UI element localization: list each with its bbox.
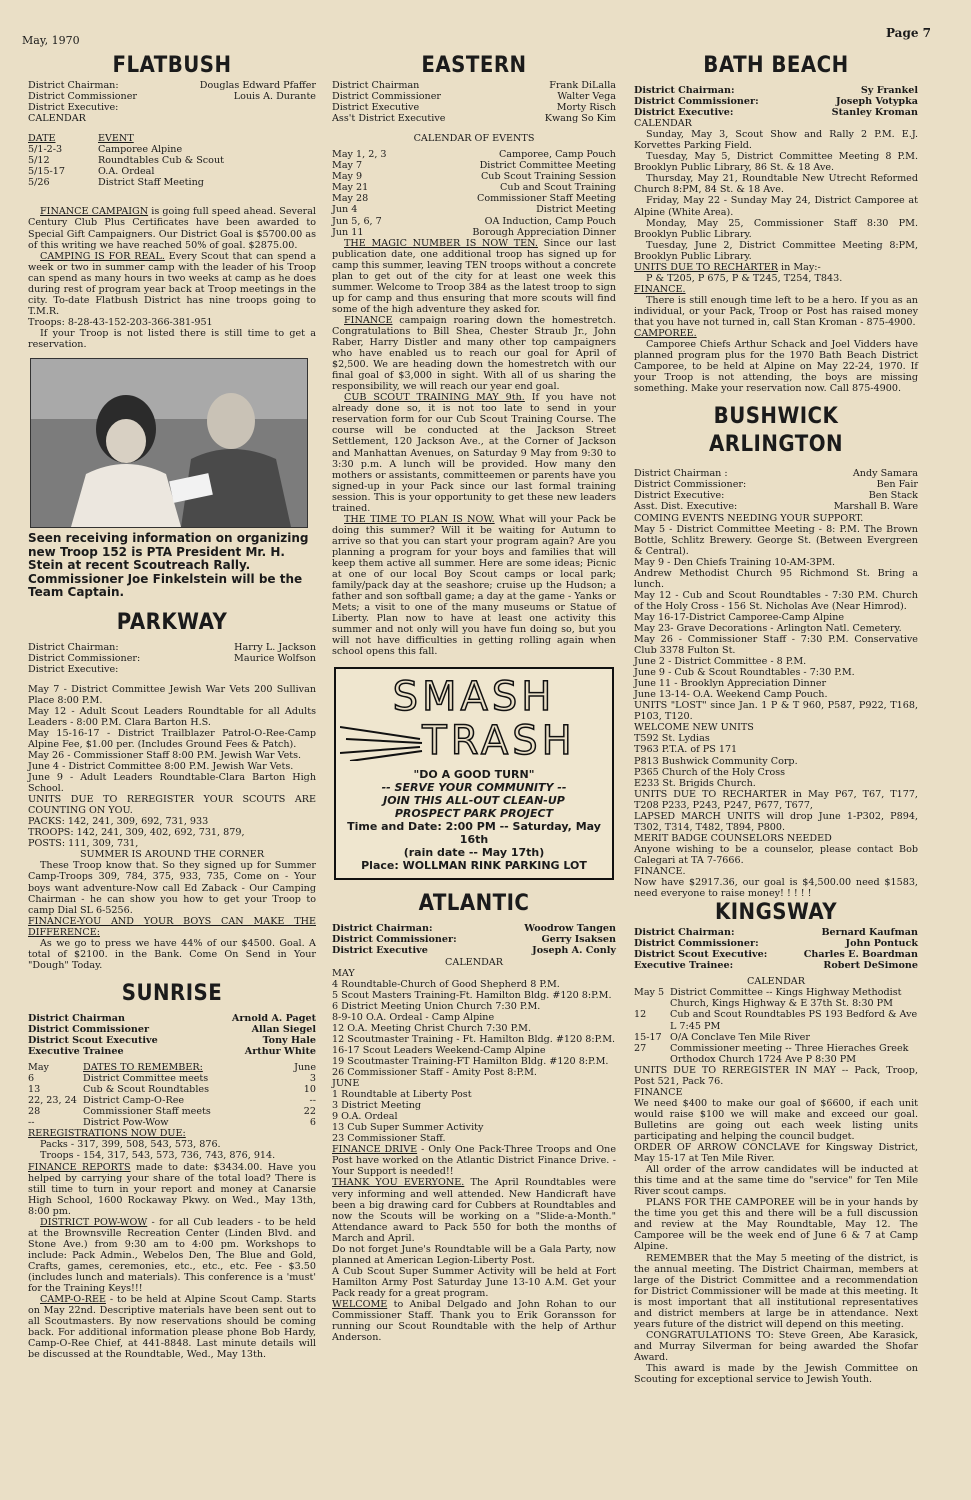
parkway-finance-head: FINANCE-YOU AND YOUR BOYS CAN MAKE THE DIFFERENCE:: [28, 915, 316, 938]
sunrise-camporee: CAMP-O-REE - to be held at Alpine Scout Camp. Starts on May 22nd. Descriptive materials have been sent out to all Scoutmasters. By now reservations should be coming back. For additional information please phone Bob Hardy, Camp-O-Ree Chief, at 441-8848. Last minute details will be discussed at the Roundtable, Wed., May 13th.: [28, 1294, 316, 1361]
atlantic-item: 26 Commissioner Staff - Amity Post 8:P.M.: [332, 1067, 537, 1078]
kingsway-award: This award is made by the Jewish Committee on Scouting for exceptional service to Jewish Youth.: [634, 1362, 918, 1386]
kingsway-order: ORDER OF ARROW CONCLAVE for Kingsway District, May 15-17 at Ten Mile River.: [634, 1142, 918, 1165]
bath-beach-item: Tuesday, May 5, District Committee Meeting 8 P.M. Brooklyn Public Library, 86 St. & 18 Ave.: [634, 151, 918, 174]
parkway-troops: TROOPS: 142, 241, 309, 402, 692, 731, 879,: [28, 827, 245, 839]
bath-beach-item: Friday, May 22 - Sunday May 24, District Camporee at Alpine (White Area).: [634, 195, 918, 218]
officer-row: Ass't District Executive Kwang So Kim: [332, 113, 616, 125]
sunrise-powwow: DISTRICT POW-WOW - for all Cub leaders - to be held at the Brownsville Recreation Center (Linden Blvd. and Stone Ave.) from 9:30 am to 4:00 pm. Workshops to include: Pack Admin., Webelos Den, The Blue and Gold, Crafts, games, ceremonies, etc., etc., etc. Fee - $3.50 (includes lunch and materials). This conference is a 'must' for the Training Keys!!!: [28, 1216, 317, 1295]
officer-row: District Chairman: Bernard Kaufman: [634, 927, 918, 939]
atlantic-item: 1 Roundtable at Liberty Post: [332, 1089, 472, 1101]
bushwick-item: May 12 - Cub and Scout Roundtables - 7:30 P.M. Church of the Holy Cross - 156 St. Nicholas Ave (Near Himrod).: [634, 589, 918, 612]
parkway-summer-head: SUMMER IS AROUND THE CORNER: [79, 849, 265, 861]
bushwick-new-unit: T963 P.T.A. of PS 171: [634, 744, 738, 756]
officer-row: District Scout Executive Tony Hale: [28, 1034, 316, 1046]
sunrise-rereg-head: REREGISTRATIONS NOW DUE:: [28, 1128, 186, 1140]
sunrise-packs: Packs - 317, 399, 508, 543, 573, 876.: [40, 1139, 221, 1151]
bushwick-item: May 9 - Den Chiefs Training 10-AM-3PM.: [634, 556, 836, 568]
bushwick-item: May 23- Grave Decorations - Arlington Natl. Cemetery.: [634, 622, 902, 634]
atlantic-item: 6 District Meeting Union Church 7:30 P.M.: [332, 1000, 541, 1012]
sunrise-finance: FINANCE REPORTS made to date: $3434.00. Have you helped by carrying your share of the total load? There is still time to turn in your report and money at Canarsie High School, 1600 Rockaway Pkwy. on Wed., May 13th, 8:00 pm.: [28, 1161, 316, 1217]
ad-trash-row: [344, 719, 604, 763]
atlantic-thanks: THANK YOU EVERYONE. The April Roundtables were very informing and well attended. New Handicraft have been a big drawing card for Cubbers at Roundtables and now the Scouts will be working on a "Slide-a-Month." Attendance award to Pack 550 for both the months of March and April.: [332, 1177, 616, 1244]
motion-lines-icon: [340, 721, 430, 761]
bath-beach-finance-text: There is still enough time left to be a hero. If you as an individual, or your Pack, Troop or Post has raised money that you have not turned in, call Stan Kroman - 875-4900.: [634, 294, 918, 328]
officer-row: District Chairman Frank DiLalla: [332, 80, 616, 91]
parkway-summer-text: These Troop know that. So they signed up for Summer Camp-Troops 309, 784, 375, 933, 735, Come on - Your boys want adventure-Now call Ed Zaback - Our Camping Chairman - he can show you how to get your Troop to camp Dial SL 6-5256.: [28, 860, 316, 916]
atlantic-calendar-label: CALENDAR: [445, 956, 503, 968]
ad-title-trash: TRASH: [422, 718, 576, 765]
sunrise-heading: SUNRISE: [121, 980, 223, 1006]
officer-row: District Commissioner: John Pontuck: [634, 938, 918, 950]
bushwick-item: May 5 - District Committee Meeting - 8: P.M. The Brown Bottle, Schlitz Brewery. George St. (Between Evergreen & Central).: [634, 523, 918, 557]
kingsway-calendar: May 5 District Committee -- Kings Highway Methodist Church, Kings Highway & E 37th St. 8:30 PM 12 Cub and Scout Roundtables PS 193 Bedford & Ave L 7:45 PM 15-17 O/A Conclave Ten Mile River 27 Commissioner meeting -- Three Hieraches Greek Orthodox Church 1724 Ave P 8:30 PM: [634, 987, 918, 1065]
flatbush-calendar-label: CALENDAR: [28, 113, 86, 125]
bushwick-welcome-head: WELCOME NEW UNITS: [634, 722, 754, 734]
flatbush-finance: FINANCE CAMPAIGN is going full speed ahead. Several Century Club Plus Certificates have been awarded to Special Gift Campaigners. Our District Goal is $5700.00 as of this writing we have reached 50% of goal. $2875.00.: [28, 206, 316, 251]
kingsway-calendar-label: CALENDAR: [747, 976, 805, 988]
date-header: DATE: [28, 133, 56, 145]
kingsway-congrats: CONGRATULATIONS TO: Steve Green, Abe Karasick, and Murray Silverman for being awarded the Shofar Award.: [634, 1329, 918, 1363]
bath-beach-calendar-label: CALENDAR: [634, 118, 692, 130]
bushwick-item: June 9 - Cub & Scout Roundtables - 7:30 P.M.: [634, 667, 855, 679]
bath-beach-camporee-text: Camporee Chiefs Arthur Schack and Joel Vidders have planned program plus for the 1970 Bath Beach District Camporee, to be held at Alpine on May 22-24, 1970. If your Troop is not attending, the boys are missing something. Make your reservation now. Call 875-4900.: [634, 339, 918, 395]
officer-row: District Commissioner: Joseph Votypka: [634, 96, 918, 108]
atlantic-welcome: WELCOME to Anibal Delgado and John Rohan to our Commissioner Staff. Thank you to Erik Goransson for running our Scout Roundtable with the help of Arthur Anderson.: [332, 1298, 616, 1344]
column-right: [634, 52, 918, 1385]
photo-image: [31, 359, 307, 527]
officer-row: District Commissioner: Ben Fair: [634, 479, 918, 491]
eastern-plan: THE TIME TO PLAN IS NOW. What will your Pack be doing this summer? Will it be waiting for Autumn to arrive so that you can start your program again? Are you planning a program for your boys and families that will keep them active all summer. Here are some ideas; Picnic at one of our local Boy Scout camps or local park; family/pack day at the seashore; cruise up the Hudson; a father and son softball game; a day at the game - Yanks or Mets; a visit to one of the many museums or Statue of Liberty. Plan now to have at least one activity this summer and not only will you have fun doing so, but you will not have difficulties in getting rolling again when school opens this fall.: [332, 513, 616, 658]
atlantic-item: 3 District Meeting: [332, 1100, 422, 1112]
eastern-calendar: May 1, 2, 3 Camporee, Camp Pouch May 7 District Committee Meeting May 9 Cub Scout Training Session May 21 Cub and Scout Training May 28 Commissioner Staff Meeting Jun 4 District Meeting Jun 5, 6, 7 OA Induction, Camp Pouch Jun 11 Borough Appreciation Dinner: [332, 149, 616, 238]
bushwick-lost: UNITS "LOST" since Jan. 1 P & T 960, P587, P922, T168, P103, T120.: [634, 700, 918, 723]
bushwick-heading: BUSHWICK ARLINGTON: [709, 404, 843, 458]
bushwick-merit-text: Anyone wishing to be a counselor, please contact Bob Calegari at TA 7-7666.: [634, 843, 918, 866]
bath-beach-finance-head: FINANCE.: [634, 283, 686, 295]
parkway-heading: PARKWAY: [116, 609, 228, 635]
officer-row: District Commissioner: Gerry Isaksen: [332, 934, 616, 946]
parkway-item: May 7 - District Committee Jewish War Vets 200 Sullivan Place 8:00 P.M.: [28, 683, 316, 706]
parkway-item: May 26 - Commissioner Staff 8:00 P.M. Jewish War Vets.: [28, 749, 302, 761]
bushwick-item: June 2 - District Committee - 8 P.M.: [634, 656, 807, 668]
parkway-posts: POSTS: 111, 309, 731,: [28, 838, 139, 850]
parkway-item: May 15-16-17 - District Trailblazer Patrol-O-Ree-Camp Alpine Fee, $1.00 per. (Includes Ground Fees & Patch).: [28, 727, 316, 750]
atlantic-gala: Do not forget June's Roundtable will be a Gala Party, now planned at American Legion-Liberty Post.: [332, 1243, 616, 1266]
atlantic-item: 13 Cub Super Summer Activity: [332, 1122, 484, 1134]
parkway-finance-text: As we go to press we have 44% of our $4500. Goal. A total of $2100. in the Bank. Come On Send in Your "Dough" Today.: [28, 937, 316, 971]
eastern-heading: EASTERN: [421, 53, 527, 78]
flatbush-officers: [28, 80, 316, 113]
atlantic-finance: FINANCE DRIVE - Only One Pack-Three Troops and One Post have worked on the Atlantic District Finance Drive. - Your Support is needed!!: [332, 1144, 616, 1178]
parkway-item: May 12 - Adult Scout Leaders Roundtable for all Adults Leaders - 8:00 P.M. Clara Barton H.S.: [28, 705, 316, 728]
officer-row: District Commissioner: Maurice Wolfson: [28, 652, 316, 664]
bushwick-new-unit: E233 St. Brigids Church.: [634, 777, 756, 789]
officer-row: District Scout Executive: Charles E. Boardman: [634, 949, 918, 961]
bath-beach-item: Sunday, May 3, Scout Show and Rally 2 P.M. E.J. Korvettes Parking Field.: [634, 129, 918, 152]
news-photo: [30, 358, 308, 528]
officer-row: District Chairman Arnold A. Paget: [28, 1012, 316, 1024]
flatbush-schedule: DATE EVENT 5/1-2-3 Camporee Alpine 5/12 Roundtables Cub & Scout 5/15-17 O.A. Ordeal 5/26 District Staff Meeting: [28, 133, 316, 188]
bushwick-finance-text: Now have $2917.36, our goal is $4,500.00 need $1583, need everyone to raise money! ! ! ! !: [634, 877, 918, 900]
officer-row: District Executive Joseph A. Conly: [332, 945, 616, 957]
parkway-item: June 4 - District Committee 8:00 P.M. Jewish War Vets.: [28, 761, 294, 772]
atlantic-item: 12 Scoutmaster Training - Ft. Hamilton Bldg. #120 8:P.M.: [332, 1033, 616, 1045]
kingsway-remember: REMEMBER that the May 5 meeting of the district, is the annual meeting. The District Chairman, members at large of the District Committee and a recommendation for District Commissioner will be made at this meeting. It is most important that all institutional representatives and district members at large be in attendance. Next years future of the district will depend on this meeting.: [634, 1252, 918, 1330]
bath-beach-units: UNITS DUE TO RECHARTER in May:-: [634, 261, 821, 273]
atlantic-item: 19 Scoutmaster Training-FT Hamilton Bldg. #120 8:P.M.: [332, 1055, 609, 1067]
bath-beach-item: Tuesday, June 2, District Committee Meeting 8:PM, Brooklyn Public Library.: [634, 239, 918, 262]
bushwick-finance-head: FINANCE.: [634, 866, 686, 877]
parkway-packs: PACKS: 142, 241, 309, 692, 731, 933: [28, 816, 209, 828]
atlantic-item: 23 Commissioner Staff.: [332, 1133, 446, 1145]
officer-row: District Executive: Ben Stack: [634, 490, 918, 502]
bath-beach-camporee-head: CAMPOREE.: [634, 328, 697, 340]
bushwick-new-unit: P365 Church of the Holy Cross: [634, 766, 786, 778]
photo-caption: Seen receiving information on organizing new Troop 152 is PTA President Mr. H. Stein at recent Scoutreach Rally. Commissioner Joe Finkelstein will be the Team Captain.: [28, 531, 309, 600]
flatbush-troops: Troops: 8-28-43-152-203-366-381-951: [28, 316, 213, 328]
officer-row: Executive Trainee Arthur White: [28, 1046, 316, 1058]
kingsway-finance-text: We need $400 to make our goal of $6600, if each unit would raise $100 we will make and exceed our goal. Bulletins are going out each week listing units participating and helping the council budget.: [634, 1097, 918, 1142]
header-date: May, 1970: [22, 34, 80, 47]
sunrise-dates-table: May DATES TO REMEMBER: June 6 District Committee meets 3 13 Cub & Scout Roundtables 10 22, 23, 24 District Camp-O-Ree -- 28 Commissioner Staff meets 22 -- District Pow-Wow 6: [28, 1062, 316, 1129]
officer-row: District Chairman: Woodrow Tangen: [332, 923, 616, 935]
bushwick-item: June 13-14- O.A. Weekend Camp Pouch.: [634, 689, 828, 701]
smash-trash-ad: SMASH TRASH "DO A GOOD TURN" -- SERVE YOUR COMMUNITY -- JOIN THIS ALL-OUT CLEAN-UP PROSPECT PARK PROJECT Time and Date: 2:00 PM -- Saturday, May 16th (rain date -- May 17th) Place: WOLLMAN RINK PARKING LOT: [334, 667, 614, 880]
atlantic-item: 9 O.A. Ordeal: [332, 1111, 398, 1123]
atlantic-heading: ATLANTIC: [418, 891, 530, 917]
eastern-training: CUB SCOUT TRAINING MAY 9th. If you have not already done so, it is not too late to send in your reservation form for our Cub Scout Training Course. The course will be conducted at the Jackson Street Settlement, 120 Jackson Ave., at the Corner of Jackson and Manhattan Avenues, on Saturday 9 May from 9:30 to 3:30 p.m. A lunch will be provided. How many den mothers or assistants, committeemen or parents have you signed-up in your Pack since our last formal training session. This is your opportunity to get these new leaders trained.: [332, 392, 616, 514]
bath-beach-units-list: P & T205, P 675, P & T245, T254, T843.: [646, 272, 843, 284]
officer-row: District Chairman: Douglas Edward Pfaffer: [28, 80, 316, 91]
officer-row: Executive Trainee: Robert DeSimone: [634, 960, 918, 972]
officer-row: District Chairman: Harry L. Jackson: [28, 641, 316, 653]
atlantic-item: 8-9-10 O.A. Ordeal - Camp Alpine: [332, 1011, 495, 1023]
event-header: EVENT: [98, 133, 134, 145]
flatbush-heading: FLATBUSH: [112, 53, 232, 78]
atlantic-item: 4 Roundtable-Church of Good Shepherd 8 P.M.: [332, 978, 560, 990]
sunrise-troops: Troops - 154, 317, 543, 573, 736, 743, 876, 914.: [40, 1150, 276, 1162]
bushwick-item: Andrew Methodist Church 95 Richmond St. Bring a lunch.: [634, 567, 918, 590]
atlantic-item: 12 O.A. Meeting Christ Church 7:30 P.M.: [332, 1022, 532, 1034]
kingsway-order2: All order of the arrow candidates will be inducted at this time and at the same time do "service" for Ten Mile River scout camps.: [634, 1164, 918, 1198]
bath-beach-item: Monday, May 25, Commissioner Staff 8:30 PM. Brooklyn Public Library.: [634, 217, 918, 240]
parkway-item: June 9 - Adult Leaders Roundtable-Clara Barton High School.: [28, 772, 316, 795]
officer-row: District Chairman: Sy Frankel: [634, 85, 918, 96]
bushwick-item: May 26 - Commissioner Staff - 7:30 P.M. Conservative Club 3378 Fulton St.: [634, 634, 918, 657]
officer-row: District Commissioner Allan Siegel: [28, 1023, 316, 1035]
bushwick-coming-head: COMING EVENTS NEEDING YOUR SUPPORT.: [634, 512, 864, 524]
column-center: EASTERN District Chairman Frank DiLalla District Commissioner Walter Vega District Executive Morty Risch Ass't District Executive Kwang So Kim CALENDAR OF EVENTS May 1, 2, 3 Camporee, Camp Pouch May 7 District Committee Meeting May 9 Cub Scout Training Session May 21 Cub and Scout Training May 28 Commissioner Staff Meeting Jun 4 District Meeting Jun 5, 6, 7 OA Induction, Camp Pouch Jun 11 Borough Appreciation Dinner THE MAGIC NUMBER IS NOW TEN. Since our last publication date, one additional troop has signed up for camp this summer, leaving TEN troops without a concrete plan to get out of the city for at least one week this summer. Welcome to Troop 384 as the latest troop to sign up for camp and thus ensuring that more scouts will find some of the high adventure they asked for. FINANCE campaign roaring down the homestretch. Congratulations to Bill Shea, Chester Straub Jr., John Raber, Harry Distler and many other top campaigners who have enabled us to reach our goal for April of $2,500. We are heading down the homestretch with our final goal of $3,000 in sight. With all of us sharing the responsibility, we will reach our year end goal. CUB SCOUT TRAINING MAY 9th. If you have not already done so, it is not too late to send in your reservation form for our Cub Scout Training Course. The course will be conducted at the Jackson Street Settlement, 120 Jackson Ave., at the Corner of Jackson and Manhattan Avenues, on Saturday 9 May from 9:30 to 3:30 p.m. A lunch will be provided. How many den mothers or assistants, committeemen or parents have you signed-up in your Pack since our last formal training session. This is your opportunity to get these new leaders trained. THE TIME TO PLAN IS NOW. What will your Pack be doing this summer? Will it be waiting for Autumn to arrive so that you can start your program again? Are you planning a program for your boys and families that will keep them active all summer. Here are some ideas; Picnic at one of our local Boy Scout camps or local park; family/pack day at the seashore; cruise up the Hudson; a father and son softball game; a day at the game - Yanks or Mets; a visit to one of the many museums or Statue of Liberty. Plan now to have at least one activity this summer and not only will you have fun doing so, but you will not have difficulties in getting rolling again when school opens this fall. SMASH TRASH "DO A GOOD TURN" -- SERVE YOUR COMMUNITY -- JOIN THIS ALL-OUT CLEAN-UP PROSPECT PARK PROJECT Time and Date: 2:00 PM -- Saturday, May 16th (rain date -- May 17th) Place: WOLLMAN RINK PARKING LOT ATLANTIC District Chairman: Woodrow Tangen District Commissioner: Gerry Isaksen District Executive Joseph A. Conly CALENDAR MAY 4 Roundtable-Church of Good Shepherd 8 P.M. 5 Scout Masters Training-Ft. Hamilton Bldg. #120 8:P.M. 6 District Meeting Union Church 7:30 P.M. 8-9-10 O.A. Ordeal - Camp Alpine 12 O.A. Meeting Christ Church 7:30 P.M. 12 Scoutmaster Training - Ft. Hamilton Bldg. #120 8:P.M. 16-17 Scout Leaders Weekend-Camp Alpine 19 Scoutmaster Training-FT Hamilton Bldg. #120 8:P.M. 26 Commissioner Staff - Amity Post 8:P.M. JUNE 1 Roundtable at Liberty Post 3 District Meeting 9 O.A. Ordeal 13 Cub Super Summer Activity 23 Commissioner Staff. FINANCE DRIVE - Only One Pack-Three Troops and One Post have worked on the Atlantic District Finance Drive. - Your Support is needed!! THANK YOU EVERYONE. The April Roundtables were very informing and well attended. New Handicraft have been a big drawing card for Cubbers at Roundtables and now the Scouts will be working on a "Slide-a-Month." Attendance award to Pack 550 for both the months of March and April. Do not forget June's Roundtable will be a Gala Party, now planned at American Legion-Liberty Post. A Cub Scout Super Summer Activity will be held at Fort Hamilton Army Post Saturday June 13-10 A.M. Get your Pack ready for a great program. WELCOME to Anibal Delgado and John Rohan to our Commissioner Staff. Thank you to Erik Goransson for running our Scout Roundtable with the help of Arthur Anderson.: [332, 53, 616, 1344]
eastern-calendar-label: CALENDAR OF EVENTS: [413, 133, 535, 145]
officer-row: District Executive:: [28, 102, 119, 114]
bushwick-new-unit: T592 St. Lydias: [634, 733, 710, 745]
eastern-magic: THE MAGIC NUMBER IS NOW TEN. Since our last publication date, one additional troop has signed up for camp this summer, leaving TEN troops without a concrete plan to get out of the city for at least one week this summer. Welcome to Troop 384 as the latest troop to sign up for camp and thus ensuring that more scouts will find some of the high adventure they asked for.: [332, 237, 616, 315]
kingsway-finance-head: FINANCE: [634, 1086, 683, 1098]
officer-row: District Commissioner Walter Vega: [332, 91, 616, 103]
atlantic-super: A Cub Scout Super Summer Activity will be held at Fort Hamilton Army Post Saturday June 13-10 A.M. Get your Pack ready for a great program.: [332, 1265, 616, 1299]
bath-beach-item: Thursday, May 21, Roundtable New Utrecht Reformed Church 8:PM, 84 St. & 18 Ave.: [634, 173, 918, 196]
bushwick-merit-head: MERIT BADGE COUNSELORS NEEDED: [634, 832, 832, 844]
bath-beach-heading: BATH BEACH: [703, 53, 849, 78]
kingsway-units: UNITS DUE TO REREGISTER IN MAY -- Pack, Troop, Post 521, Pack 76.: [634, 1064, 918, 1087]
flatbush-troops-note: If your Troop is not listed there is still time to get a reservation.: [28, 327, 316, 350]
officer-row: District Chairman : Andy Samara: [634, 468, 918, 480]
header-page-number: Page 7: [885, 26, 931, 40]
atlantic-item: 16-17 Scout Leaders Weekend-Camp Alpine: [332, 1044, 546, 1056]
officer-row: District Executive: Stanley Kroman: [634, 107, 918, 119]
atlantic-item: 5 Scout Masters Training-Ft. Hamilton Bldg. #120 8:P.M.: [332, 989, 612, 1001]
bushwick-item: June 11 - Brooklyn Appreciation Dinner: [634, 678, 827, 690]
column-left: [28, 52, 316, 1360]
flatbush-camping: CAMPING IS FOR REAL. Every Scout that can spend a week or two in summer camp with the leader of his Troop can spend as many hours in two weeks at camp as he does during rest of program year back at Troop meetings in the city. To-date Flatbush District has nine troops going to T.M.R.: [28, 250, 316, 317]
officer-row: Asst. Dist. Executive: Marshall B. Ware: [634, 501, 918, 513]
bushwick-lapsed: LAPSED MARCH UNITS will drop June 1-P302, P894, T302, T314, T482, T894, P800.: [634, 810, 918, 833]
parkway-units-head: UNITS DUE TO REREGISTER YOUR SCOUTS ARE COUNTING ON YOU.: [28, 794, 316, 817]
bushwick-item: May 16-17-District Camporee-Camp Alpine: [634, 611, 845, 623]
bushwick-recharter: UNITS DUE TO RECHARTER in May P67, T67, T177, T208 P233, P243, P247, P677, T677,: [634, 788, 918, 811]
ad-title-smash: SMASH: [392, 674, 556, 721]
kingsway-plans: PLANS FOR THE CAMPOREE will be in your hands by the time you get this and there will be a full discussion and review at the May Roundtable, May 12. The Camporee will be the week end of June 6 & 7 at Camp Alpine.: [634, 1197, 918, 1253]
kingsway-heading: KINGSWAY: [714, 900, 838, 926]
eastern-finance: FINANCE campaign roaring down the homestretch. Congratulations to Bill Shea, Chester Straub Jr., John Raber, Harry Distler and many other top campaigners who have enabled us to reach our goal for April of $2,500. We are heading down the homestretch with our final goal of $3,000 in sight. With all of us sharing the responsibility, we will reach our year end goal.: [332, 314, 616, 393]
officer-row: District Commissioner Louis A. Durante: [28, 91, 316, 103]
bushwick-new-unit: P813 Bushwick Community Corp.: [634, 755, 798, 767]
officer-row: District Executive:: [28, 663, 119, 675]
officer-row: District Executive Morty Risch: [332, 102, 616, 114]
